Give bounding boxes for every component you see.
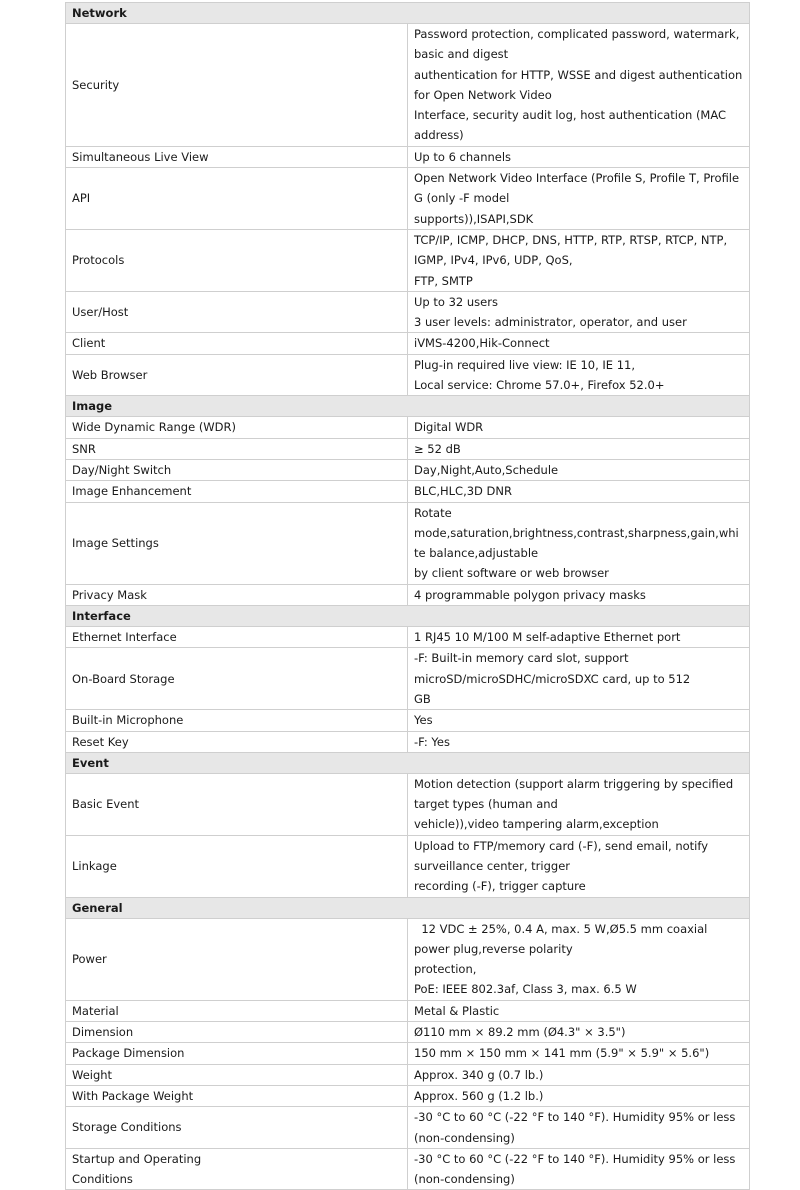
spec-value-line: -F: Built-in memory card slot, support microSD/microSDHC/microSDXC card, up to 512 xyxy=(414,651,691,686)
spec-label xyxy=(66,354,408,396)
spec-label-line: Privacy Mask xyxy=(72,587,147,602)
spec-value-line: Day,Night,Auto,Schedule xyxy=(414,462,559,477)
spec-label xyxy=(66,918,408,1000)
spec-value xyxy=(408,354,750,396)
table-row xyxy=(66,24,750,147)
table-row xyxy=(66,354,750,396)
spec-label-line: API xyxy=(72,191,91,206)
spec-value-line: Up to 32 users xyxy=(414,294,498,309)
spec-label xyxy=(66,1148,408,1190)
spec-value xyxy=(408,710,750,731)
spec-label xyxy=(66,710,408,731)
table-row xyxy=(66,146,750,167)
spec-label xyxy=(66,731,408,752)
spec-label-line: Reset Key xyxy=(72,734,129,749)
spec-label-line: Security xyxy=(72,77,120,92)
spec-label-line: Basic Event xyxy=(72,797,140,812)
spec-label-line: Material xyxy=(72,1003,119,1018)
spec-label-line: Built-in Microphone xyxy=(72,713,184,728)
spec-value xyxy=(408,146,750,167)
table-row xyxy=(66,918,750,1000)
spec-value xyxy=(408,1085,750,1106)
table-row xyxy=(66,648,750,710)
spec-label xyxy=(66,773,408,835)
spec-label xyxy=(66,417,408,438)
spec-label xyxy=(66,438,408,459)
spec-value xyxy=(408,1064,750,1085)
spec-label-line: User/Host xyxy=(72,305,129,319)
spec-value-line: ≥ 52 dB xyxy=(414,441,461,456)
spec-value-line: BLC,HLC,3D DNR xyxy=(414,484,512,499)
spec-value-line: TCP/IP, ICMP, DHCP, DNS, HTTP, RTP, RTSP, RTCP, NTP, IGMP, IPv4, IPv6, UDP, QoS, xyxy=(414,232,731,268)
table-row xyxy=(66,1085,750,1106)
spec-value-line: authentication for HTTP, WSSE and digest authentication for Open Network Video xyxy=(414,67,746,102)
spec-label xyxy=(66,584,408,605)
spec-label xyxy=(66,502,408,584)
spec-label xyxy=(66,1064,408,1085)
spec-value xyxy=(408,1107,750,1149)
spec-label xyxy=(66,1000,408,1021)
spec-value xyxy=(408,648,750,710)
table-row xyxy=(66,168,750,230)
spec-value xyxy=(408,918,750,1000)
spec-value-line: 1 RJ45 10 M/100 M self-adaptive Ethernet port xyxy=(414,630,681,645)
spec-label-line: Client xyxy=(72,336,106,351)
spec-label xyxy=(66,1085,408,1106)
spec-label-line: Weight xyxy=(72,1067,113,1082)
spec-label-line: Storage Conditions xyxy=(72,1120,182,1135)
table-row xyxy=(66,1107,750,1149)
table-row xyxy=(66,1148,750,1190)
table-row xyxy=(66,627,750,648)
spec-value-line: 3 user levels: administrator, operator, and user xyxy=(414,315,687,330)
section-header-image xyxy=(66,396,750,417)
spec-label xyxy=(66,459,408,480)
table-row xyxy=(66,1043,750,1064)
spec-value-line: Digital WDR xyxy=(414,420,484,435)
spec-value xyxy=(408,773,750,835)
spec-label xyxy=(66,648,408,710)
spec-label-line: With Package Weight xyxy=(72,1088,194,1103)
section-header-general xyxy=(66,897,750,918)
spec-value xyxy=(408,438,750,459)
spec-label xyxy=(66,291,408,333)
table-row xyxy=(66,291,750,333)
section-header-interface xyxy=(66,606,750,627)
table-row xyxy=(66,773,750,835)
spec-value xyxy=(408,291,750,333)
spec-value-line: Approx. 560 g (1.2 lb.) xyxy=(414,1088,544,1103)
section-title: Network xyxy=(66,3,750,24)
spec-value-line: vehicle)),video tampering alarm,exception xyxy=(414,817,659,832)
spec-label xyxy=(66,24,408,147)
spec-value xyxy=(408,333,750,354)
spec-value xyxy=(408,1043,750,1064)
spec-value-line: 4 programmable polygon privacy masks xyxy=(414,587,646,602)
spec-value xyxy=(408,459,750,480)
spec-value-line: Interface, security audit log, host authentication (MAC address) xyxy=(414,108,730,143)
spec-value xyxy=(408,1148,750,1190)
spec-value-line: Up to 6 channels xyxy=(414,149,512,164)
section-header-network xyxy=(66,3,750,24)
spec-label-line: Day/Night Switch xyxy=(72,462,172,477)
spec-label xyxy=(66,333,408,354)
spec-value-line: protection, xyxy=(414,962,477,977)
spec-label-line: Conditions xyxy=(72,1172,133,1187)
spec-label-line: Simultaneous Live View xyxy=(72,149,209,164)
spec-label xyxy=(66,835,408,897)
spec-value-line: supports)),ISAPI,SDK xyxy=(414,211,534,226)
spec-value-line: 150 mm × 150 mm × 141 mm (5.9" × 5.9" × 5.6") xyxy=(414,1046,710,1061)
table-row xyxy=(66,229,750,291)
spec-value-line: Plug-in required live view: IE 10, IE 11, xyxy=(414,357,636,372)
spec-label-line: SNR xyxy=(72,441,96,456)
spec-value-line: PoE: IEEE 802.3af, Class 3, max. 6.5 W xyxy=(414,982,637,997)
table-row xyxy=(66,417,750,438)
spec-label-line: Image Enhancement xyxy=(72,484,192,499)
table-row xyxy=(66,1064,750,1085)
spec-value xyxy=(408,1022,750,1043)
spec-label xyxy=(66,1022,408,1043)
spec-value-line: recording (-F), trigger capture xyxy=(414,879,586,894)
spec-label xyxy=(66,627,408,648)
spec-value-line: -30 °C to 60 °C (-22 °F to 140 °F). Humidity 95% or less (non-condensing) xyxy=(414,1110,740,1145)
section-title: Image xyxy=(66,396,750,417)
table-row xyxy=(66,459,750,480)
table-row xyxy=(66,731,750,752)
table-row xyxy=(66,1022,750,1043)
spec-label xyxy=(66,146,408,167)
spec-value xyxy=(408,417,750,438)
table-row xyxy=(66,1000,750,1021)
table-row xyxy=(66,333,750,354)
spec-value-line: Approx. 340 g (0.7 lb.) xyxy=(414,1067,544,1082)
spec-value-line: Metal & Plastic xyxy=(414,1003,500,1018)
spec-value-line: iVMS-4200,Hik-Connect xyxy=(414,336,550,351)
spec-label-line: Linkage xyxy=(72,858,117,873)
spec-label xyxy=(66,1107,408,1149)
spec-table-body xyxy=(66,3,750,1190)
table-row xyxy=(66,502,750,584)
spec-value-line: Rotate mode,saturation,brightness,contrast,sharpness,gain,white balance,adjustable xyxy=(414,505,739,561)
spec-value xyxy=(408,502,750,584)
spec-value xyxy=(408,24,750,147)
spec-value-line: Open Network Video Interface (Profile S, Profile T, Profile G (only -F model xyxy=(414,171,743,206)
spec-label-line: Image Settings xyxy=(72,535,159,550)
spec-label xyxy=(66,481,408,502)
table-row xyxy=(66,835,750,897)
spec-value-line: -30 °C to 60 °C (-22 °F to 140 °F). Humidity 95% or less (non-condensing) xyxy=(414,1151,740,1187)
table-row xyxy=(66,584,750,605)
spec-label-line: Ethernet Interface xyxy=(72,630,177,645)
section-title: Interface xyxy=(66,606,750,627)
spec-label xyxy=(66,168,408,230)
section-header-event xyxy=(66,752,750,773)
spec-value-line: by client software or web browser xyxy=(414,566,609,581)
spec-label-line: On-Board Storage xyxy=(72,671,175,686)
table-row xyxy=(66,710,750,731)
spec-label xyxy=(66,1043,408,1064)
spec-value-line: -F: Yes xyxy=(414,734,450,749)
section-title: Event xyxy=(66,752,750,773)
table-row xyxy=(66,481,750,502)
spec-label xyxy=(66,229,408,291)
spec-value xyxy=(408,168,750,230)
spec-table xyxy=(65,2,750,1190)
spec-label-line: Package Dimension xyxy=(72,1046,185,1061)
spec-value-line: Motion detection (support alarm triggering by specified target types (human and xyxy=(414,776,737,812)
spec-value xyxy=(408,584,750,605)
spec-value xyxy=(408,835,750,897)
spec-value-line: FTP, SMTP xyxy=(414,273,473,288)
spec-value xyxy=(408,229,750,291)
spec-value-line: Password protection, complicated password, watermark, basic and digest xyxy=(414,27,744,62)
spec-value-line: GB xyxy=(414,691,431,706)
spec-value xyxy=(408,481,750,502)
spec-label-line: Web Browser xyxy=(72,367,148,382)
spec-value-line: Upload to FTP/memory card (-F), send email, notify surveillance center, trigger xyxy=(414,838,712,873)
spec-value xyxy=(408,627,750,648)
spec-value-line: 12 VDC ± 25%, 0.4 A, max. 5 W,Ø5.5 mm coaxial power plug,reverse polarity xyxy=(414,921,712,956)
spec-label-line: Dimension xyxy=(72,1025,134,1040)
section-title: General xyxy=(66,897,750,918)
spec-value xyxy=(408,731,750,752)
spec-value-line: Ø110 mm × 89.2 mm (Ø4.3" × 3.5") xyxy=(414,1025,626,1040)
spec-label-line: Wide Dynamic Range (WDR) xyxy=(72,420,237,435)
spec-label-line: Startup and Operating xyxy=(72,1151,202,1166)
table-row xyxy=(66,438,750,459)
spec-label-line: Power xyxy=(72,952,107,967)
spec-value-line: Local service: Chrome 57.0+, Firefox 52.0+ xyxy=(414,378,665,393)
spec-label-line: Protocols xyxy=(72,253,125,268)
spec-value-line: Yes xyxy=(414,713,433,728)
spec-value xyxy=(408,1000,750,1021)
